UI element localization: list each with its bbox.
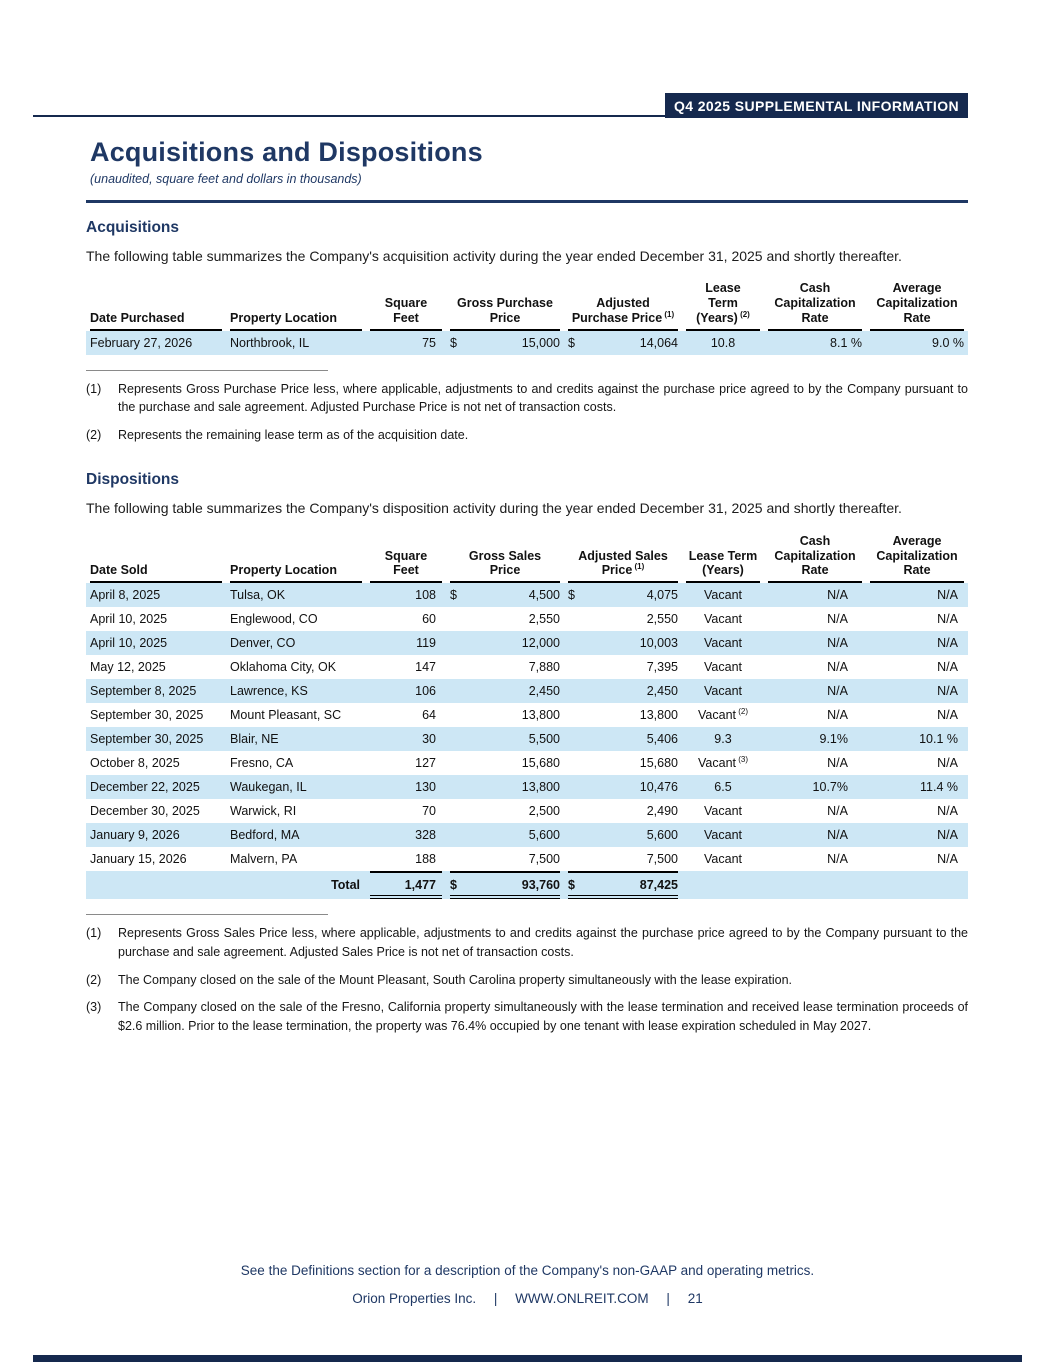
amount: 5,600 bbox=[528, 828, 560, 843]
footer-bar bbox=[33, 1355, 1022, 1362]
footnote-text: The Company closed on the sale of the Fresno, California property simultaneously with the lease termination and received lease termination proceeds of $2.6 million. Prior to the lease termination, the property was 76.4% occupied by one tenant with lease expiration scheduled in May 2027. bbox=[118, 1000, 968, 1034]
cell-adjusted-price bbox=[564, 631, 682, 655]
footer-separator: | bbox=[493, 1291, 498, 1306]
amount: 7,500 bbox=[646, 852, 678, 867]
dispositions-intro: The following table summarizes the Company's disposition activity during the year ended December 31, 2025 and shortly thereafter. bbox=[86, 499, 902, 516]
cell-gross-price bbox=[446, 607, 564, 631]
amount: 13,800 bbox=[639, 708, 678, 723]
cell-adjusted-price bbox=[564, 847, 682, 871]
cell-lease-term: 10.8 bbox=[710, 335, 736, 350]
page-title: Acquisitions and Dispositions bbox=[90, 137, 483, 167]
amount: 5,500 bbox=[528, 732, 560, 747]
currency-value bbox=[568, 878, 678, 892]
cell-date: September 30, 2025 bbox=[90, 732, 204, 747]
footnote-divider bbox=[86, 370, 328, 371]
cell-avg-cap-rate: 11.4 % bbox=[920, 780, 958, 795]
col-header-adj: Adjusted Sales Price $^{(1)}$ bbox=[564, 533, 682, 583]
cell-avg-cap-rate: 10.1 % bbox=[919, 732, 958, 747]
cell-location: Northbrook, IL bbox=[230, 335, 310, 350]
page-subtitle: (unaudited, square feet and dollars in thousands) bbox=[90, 172, 362, 186]
currency-value bbox=[568, 636, 678, 650]
cell-lease-term: 6.5 bbox=[714, 780, 732, 795]
cell-date: April 8, 2025 bbox=[90, 588, 161, 603]
cell-cash-cap-rate: N/A bbox=[827, 804, 848, 819]
col-header-location: Property Location bbox=[226, 533, 366, 583]
cell-adjusted-price bbox=[564, 799, 682, 823]
amount: 87,425 bbox=[639, 878, 678, 893]
cell-date: September 8, 2025 bbox=[90, 684, 197, 699]
currency-value bbox=[568, 588, 678, 602]
header-banner bbox=[665, 93, 968, 118]
amount: 10,476 bbox=[639, 780, 678, 795]
cell-square-feet: 30 bbox=[422, 732, 436, 747]
total-label: Total bbox=[331, 878, 360, 893]
dispositions-table bbox=[86, 533, 968, 899]
table-header-row bbox=[86, 280, 968, 330]
amount: 2,450 bbox=[528, 684, 560, 699]
cell-square-feet: 108 bbox=[415, 588, 436, 603]
cell-square-feet: 119 bbox=[416, 636, 436, 651]
dispositions-heading: Dispositions bbox=[86, 470, 180, 488]
cell-lease-term: Vacant bbox=[704, 852, 742, 867]
currency-value bbox=[450, 612, 560, 626]
acquisitions-intro: The following table summarizes the Company's acquisition activity during the year ended December 31, 2025 and shortly thereafter. bbox=[86, 247, 902, 264]
currency-value bbox=[568, 828, 678, 842]
currency-value bbox=[450, 780, 560, 794]
amount: 15,680 bbox=[639, 756, 678, 771]
table-total-row bbox=[86, 871, 968, 899]
cell-cash-cap-rate: 8.1 % bbox=[830, 335, 862, 350]
footnote bbox=[86, 998, 968, 1036]
cell-square-feet: 130 bbox=[415, 780, 436, 795]
cell-date: February 27, 2026 bbox=[90, 335, 193, 350]
cell-avg-cap-rate: 9.0 % bbox=[932, 335, 964, 350]
footnote-ref: (2) bbox=[736, 707, 748, 717]
currency-value bbox=[568, 732, 678, 746]
cell-lease-term: Vacant bbox=[704, 636, 742, 651]
cell-gross-price bbox=[446, 331, 564, 355]
cell-date: April 10, 2025 bbox=[90, 636, 168, 651]
cell-location: Malvern, PA bbox=[230, 852, 298, 867]
cell-empty bbox=[86, 871, 226, 899]
footnote bbox=[86, 924, 968, 962]
amount: 12,000 bbox=[521, 636, 560, 651]
cell-gross-price bbox=[446, 751, 564, 775]
currency-value bbox=[450, 708, 560, 722]
cell-square-feet: 64 bbox=[422, 708, 436, 723]
cell-square-feet: 147 bbox=[415, 660, 436, 675]
cell-avg-cap-rate: N/A bbox=[937, 804, 958, 819]
dollar-sign: $ bbox=[568, 878, 575, 893]
currency-value bbox=[568, 612, 678, 626]
amount: 15,680 bbox=[521, 756, 560, 771]
col-header-cash: Cash Capitalization Rate bbox=[764, 533, 866, 583]
dollar-sign: $ bbox=[568, 588, 575, 603]
cell-cash-cap-rate: N/A bbox=[827, 588, 848, 603]
cell-adjusted-price bbox=[564, 727, 682, 751]
cell-avg-cap-rate: N/A bbox=[937, 852, 958, 867]
cell-square-feet: 328 bbox=[415, 828, 436, 843]
amount: 10,003 bbox=[639, 636, 678, 651]
cell-square-feet: 75 bbox=[422, 335, 436, 350]
col-header-cash: Cash Capitalization Rate bbox=[764, 280, 866, 330]
currency-value bbox=[450, 804, 560, 818]
footnote-number: (1) bbox=[86, 926, 102, 941]
cell-empty bbox=[866, 871, 968, 899]
cell-adjusted-price bbox=[564, 679, 682, 703]
currency-value bbox=[568, 804, 678, 818]
footer-definitions-note: See the Definitions section for a description of the Company's non-GAAP and operating metrics. bbox=[240, 1263, 815, 1278]
footnote-text: The Company closed on the sale of the Mount Pleasant, South Carolina property simultaneously with the lease expiration. bbox=[118, 972, 792, 987]
footnote-ref: (1) bbox=[662, 309, 675, 319]
cell-empty bbox=[682, 871, 764, 899]
cell-date: October 8, 2025 bbox=[90, 756, 180, 771]
cell-date: May 12, 2025 bbox=[90, 660, 166, 675]
cell-date: December 30, 2025 bbox=[90, 804, 200, 819]
cell-total-square-feet: 1,477 bbox=[366, 871, 446, 899]
col-header-sqft: Square Feet bbox=[366, 280, 446, 330]
cell-cash-cap-rate: N/A bbox=[827, 828, 848, 843]
cell-cash-cap-rate: N/A bbox=[827, 636, 848, 651]
cell-adjusted-price bbox=[564, 583, 682, 607]
cell-avg-cap-rate: N/A bbox=[937, 612, 958, 627]
cell-avg-cap-rate: N/A bbox=[937, 756, 958, 771]
cell-square-feet: 127 bbox=[415, 756, 436, 771]
footnote-number: (2) bbox=[86, 972, 102, 987]
cell-adjusted-price bbox=[564, 823, 682, 847]
cell-cash-cap-rate: N/A bbox=[827, 756, 848, 771]
cell-empty bbox=[764, 871, 866, 899]
cell-square-feet: 60 bbox=[422, 612, 436, 627]
amount: 2,500 bbox=[528, 804, 560, 819]
cell-location: Oklahoma City, OK bbox=[230, 660, 337, 675]
cell-gross-price bbox=[446, 847, 564, 871]
currency-value bbox=[568, 660, 678, 674]
footnote-ref: (3) bbox=[736, 755, 748, 765]
cell-gross-price bbox=[446, 631, 564, 655]
amount: 15,000 bbox=[521, 335, 560, 350]
table-row bbox=[86, 331, 968, 355]
amount: 5,406 bbox=[646, 732, 678, 747]
currency-value bbox=[450, 660, 560, 674]
table-row bbox=[86, 799, 968, 823]
cell-avg-cap-rate: N/A bbox=[937, 636, 958, 651]
acquisitions-table bbox=[86, 280, 968, 354]
cell-location: Denver, CO bbox=[230, 636, 296, 651]
table-row bbox=[86, 607, 968, 631]
col-header-lease: Lease Term (Years) $^{(2)}$ bbox=[682, 280, 764, 330]
cell-date: January 15, 2026 bbox=[90, 852, 187, 867]
amount: 2,490 bbox=[646, 804, 678, 819]
currency-value bbox=[450, 732, 560, 746]
table-row bbox=[86, 655, 968, 679]
cell-cash-cap-rate: N/A bbox=[827, 612, 848, 627]
amount: 13,800 bbox=[521, 780, 560, 795]
cell-total-adjusted bbox=[564, 871, 682, 899]
currency-value bbox=[450, 636, 560, 650]
amount: 2,550 bbox=[528, 612, 560, 627]
cell-date: December 22, 2025 bbox=[90, 780, 200, 795]
col-header-date: Date Sold bbox=[86, 533, 226, 583]
footer-company-name: Orion Properties Inc. bbox=[352, 1291, 477, 1306]
table-row bbox=[86, 751, 968, 775]
cell-lease-term: Vacant bbox=[704, 588, 742, 603]
cell-cash-cap-rate: 9.1% bbox=[819, 732, 848, 747]
table-row bbox=[86, 727, 968, 751]
currency-value bbox=[450, 336, 560, 350]
cell-lease-term: Vacant bbox=[704, 684, 742, 699]
cell-square-feet: 188 bbox=[415, 852, 436, 867]
cell-avg-cap-rate: N/A bbox=[937, 708, 958, 723]
col-header-lease: Lease Term (Years) bbox=[682, 533, 764, 583]
cell-gross-price bbox=[446, 775, 564, 799]
cell-total-gross bbox=[446, 871, 564, 899]
footnote-text: Represents the remaining lease term as of the acquisition date. bbox=[118, 428, 469, 443]
cell-location: Blair, NE bbox=[230, 732, 279, 747]
amount: 93,760 bbox=[521, 878, 560, 893]
cell-cash-cap-rate: N/A bbox=[827, 708, 848, 723]
cell-gross-price bbox=[446, 583, 564, 607]
footnote bbox=[86, 971, 968, 990]
currency-value bbox=[568, 684, 678, 698]
cell-location: Fresno, CA bbox=[230, 756, 294, 771]
dollar-sign: $ bbox=[450, 335, 457, 350]
footnote-number: (3) bbox=[86, 1000, 102, 1015]
cell-gross-price bbox=[446, 727, 564, 751]
cell-lease-term: Vacant bbox=[704, 828, 742, 843]
footnote-number: (2) bbox=[86, 428, 102, 443]
col-header-location: Property Location bbox=[226, 280, 366, 330]
cell-location: Tulsa, OK bbox=[230, 588, 286, 603]
page-content bbox=[86, 137, 968, 1036]
cell-adjusted-price bbox=[564, 331, 682, 355]
cell-avg-cap-rate: N/A bbox=[937, 684, 958, 699]
currency-value bbox=[450, 588, 560, 602]
cell-avg-cap-rate: N/A bbox=[937, 588, 958, 603]
table-row bbox=[86, 703, 968, 727]
amount: 7,500 bbox=[528, 852, 560, 867]
cell-gross-price bbox=[446, 823, 564, 847]
currency-value bbox=[450, 828, 560, 842]
currency-value bbox=[568, 708, 678, 722]
table-header-row bbox=[86, 533, 968, 583]
currency-value bbox=[568, 852, 678, 866]
cell-gross-price bbox=[446, 679, 564, 703]
cell-location: Warwick, RI bbox=[230, 804, 297, 819]
cell-square-feet: 106 bbox=[415, 684, 436, 699]
title-separator-rule bbox=[86, 200, 968, 203]
cell-location: Waukegan, IL bbox=[230, 780, 307, 795]
currency-value bbox=[568, 780, 678, 794]
cell-lease-term: Vacant $^{(3)}$ bbox=[698, 755, 748, 771]
currency-value bbox=[450, 684, 560, 698]
table-row bbox=[86, 847, 968, 871]
dollar-sign: $ bbox=[450, 878, 457, 893]
cell-lease-term: Vacant bbox=[704, 660, 742, 675]
amount: 14,064 bbox=[639, 335, 678, 350]
table-row bbox=[86, 775, 968, 799]
dollar-sign: $ bbox=[450, 588, 457, 603]
cell-lease-term: Vacant bbox=[704, 612, 742, 627]
footer-company-line bbox=[0, 1291, 1055, 1306]
cell-location: Mount Pleasant, SC bbox=[230, 708, 342, 723]
col-header-gross: Gross Purchase Price bbox=[446, 280, 564, 330]
footnote-divider bbox=[86, 914, 328, 915]
currency-value bbox=[450, 878, 560, 892]
currency-value bbox=[450, 852, 560, 866]
cell-lease-term: Vacant bbox=[704, 804, 742, 819]
currency-value bbox=[568, 336, 678, 350]
footnote-number: (1) bbox=[86, 381, 102, 396]
col-header-gross: Gross Sales Price bbox=[446, 533, 564, 583]
table-row bbox=[86, 823, 968, 847]
cell-lease-term: Vacant $^{(2)}$ bbox=[698, 707, 748, 723]
cell-total-label bbox=[226, 871, 366, 899]
acquisitions-heading: Acquisitions bbox=[86, 218, 180, 236]
cell-cash-cap-rate: N/A bbox=[827, 660, 848, 675]
footnote bbox=[86, 380, 968, 418]
footer-url: WWW.ONLREIT.COM bbox=[515, 1291, 649, 1306]
footnote-ref: (2) bbox=[737, 309, 750, 319]
amount: 4,500 bbox=[528, 588, 560, 603]
cell-location: Bedford, MA bbox=[230, 828, 300, 843]
table-row bbox=[86, 679, 968, 703]
cell-gross-price bbox=[446, 703, 564, 727]
footer-separator: | bbox=[666, 1291, 670, 1306]
currency-value bbox=[450, 756, 560, 770]
currency-value bbox=[568, 756, 678, 770]
cell-avg-cap-rate: N/A bbox=[937, 828, 958, 843]
cell-cash-cap-rate: N/A bbox=[827, 684, 848, 699]
col-header-sqft: Square Feet bbox=[366, 533, 446, 583]
dollar-sign: $ bbox=[568, 335, 575, 350]
col-header-date: Date Purchased bbox=[86, 280, 226, 330]
cell-square-feet: 70 bbox=[422, 804, 436, 819]
col-header-avg: Average Capitalization Rate bbox=[866, 280, 968, 330]
cell-adjusted-price bbox=[564, 775, 682, 799]
footnote-text: Represents Gross Purchase Price less, where applicable, adjustments to and credits against the purchase price agreed to by the Company pursuant to the purchase and sale agreement. Adjusted Purchase Price is not net of transaction costs. bbox=[118, 381, 968, 415]
amount: 4,075 bbox=[646, 588, 678, 603]
cell-adjusted-price bbox=[564, 655, 682, 679]
amount: 7,395 bbox=[646, 660, 678, 675]
amount: 5,600 bbox=[646, 828, 678, 843]
cell-location: Englewood, CO bbox=[230, 612, 318, 627]
cell-cash-cap-rate: 10.7% bbox=[812, 780, 848, 795]
footnote-ref: (1) bbox=[632, 562, 645, 572]
cell-gross-price bbox=[446, 655, 564, 679]
amount: 13,800 bbox=[521, 708, 560, 723]
cell-date: January 9, 2026 bbox=[90, 828, 180, 843]
cell-gross-price bbox=[446, 799, 564, 823]
amount: 7,880 bbox=[528, 660, 560, 675]
footer-page-number: 21 bbox=[687, 1291, 703, 1306]
cell-location: Lawrence, KS bbox=[230, 684, 308, 699]
col-header-adj: Adjusted Purchase Price $^{(1)}$ bbox=[564, 280, 682, 330]
amount: 2,450 bbox=[646, 684, 678, 699]
amount: 2,550 bbox=[646, 612, 678, 627]
cell-adjusted-price bbox=[564, 751, 682, 775]
cell-avg-cap-rate: N/A bbox=[937, 660, 958, 675]
cell-adjusted-price bbox=[564, 703, 682, 727]
table-row bbox=[86, 583, 968, 607]
cell-date: April 10, 2025 bbox=[90, 612, 168, 627]
header-banner-text: Q4 2025 SUPPLEMENTAL INFORMATION bbox=[673, 97, 959, 114]
footnote-text: Represents Gross Sales Price less, where applicable, adjustments to and credits against the purchase price agreed to by the Company pursuant to the purchase and sale agreement. Adjusted Sales Price is not net of transaction costs. bbox=[118, 926, 968, 959]
cell-cash-cap-rate: N/A bbox=[827, 852, 848, 867]
cell-date: September 30, 2025 bbox=[90, 708, 204, 723]
col-header-avg: Average Capitalization Rate bbox=[866, 533, 968, 583]
cell-adjusted-price bbox=[564, 607, 682, 631]
cell-lease-term: 9.3 bbox=[714, 732, 732, 747]
footnote bbox=[86, 426, 968, 445]
table-row bbox=[86, 631, 968, 655]
